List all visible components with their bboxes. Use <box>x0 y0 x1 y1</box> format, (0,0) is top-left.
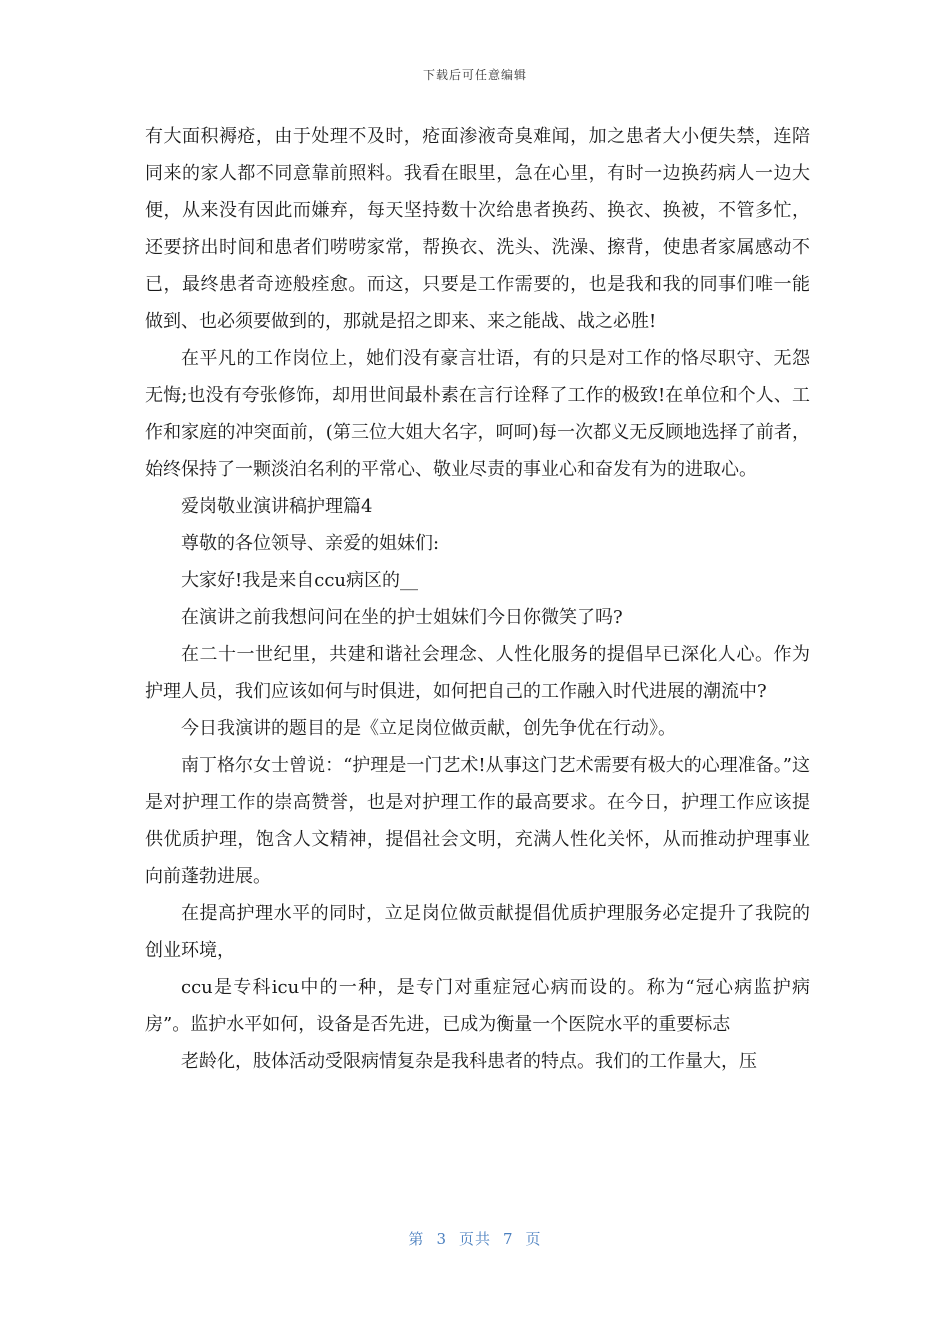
paragraph-question: 在演讲之前我想问问在坐的护士姐妹们今日你微笑了吗? <box>181 607 623 628</box>
paragraph-ccu: ccu是专科icu中的一种，是专门对重症冠心病而设的。称为“冠心病监护病房”。监护水平如何，设备是否先进，已成为衡量一个医院水平的重要标志 <box>145 977 810 1035</box>
document-body <box>145 118 810 1080</box>
page-footer <box>0 1228 950 1249</box>
greeting: 大家好!我是来自ccu病区的__ <box>181 570 418 591</box>
paragraph-aging: 老龄化，肢体活动受限病情复杂是我科患者的特点。我们的工作量大，压 <box>181 1051 757 1072</box>
paragraph-century: 在二十一世纪里，共建和谐社会理念、人性化服务的提倡早已深化人心。作为护理人员，我们应该如何与时俱进，如何把自己的工作融入时代进展的潮流中? <box>145 644 810 702</box>
paragraph-nightingale: 南丁格尔女士曾说：“护理是一门艺术!从事这门艺术需要有极大的心理准备。”这是对护理工作的崇高赞誉，也是对护理工作的最高要求。在今日，护理工作应该提供优质护理，饱含人文精神，提倡社会文明，充满人性化关怀，从而推动护理事业向前蓬勃进展。 <box>145 755 810 887</box>
page-total-number: 7 <box>503 1230 514 1248</box>
page-header: 下载后可任意编辑 <box>422 68 527 82</box>
paragraph-2: 在平凡的工作岗位上，她们没有豪言壮语，有的只是对工作的恪尽职守、无怨无悔;也没有夸张修饰，却用世间最朴素在言行诠释了工作的极致!在单位和个人、工作和家庭的冲突面前，(第三位大姐大名字，呵呵)每一次都义无反顾地选择了前者，始终保持了一颗淡泊名利的平常心、敬业尽责的事业心和奋发有为的进取心。 <box>145 348 810 480</box>
page-label-suffix: 页 <box>525 1230 542 1248</box>
paragraph-1: 有大面积褥疮，由于处理不及时，疮面渗液奇臭难闻，加之患者大小便失禁，连陪同来的家人都不同意靠前照料。我看在眼里，急在心里，有时一边换药病人一边大便，从来没有因此而嫌弃，每天坚持数十次给患者换药、换衣、换被，不管多忙，还要挤出时间和患者们唠唠家常，帮换衣、洗头、洗澡、擦背，使患者家属感动不已，最终患者奇迹般痊愈。而这，只要是工作需要的，也是我和我的同事们唯一能做到、也必须要做到的，那就是招之即来、来之能战、战之必胜! <box>145 126 810 332</box>
page-current-number: 3 <box>436 1230 447 1248</box>
page-label-prefix: 第 <box>408 1230 425 1248</box>
paragraph-quality: 在提高护理水平的同时，立足岗位做贡献提倡优质护理服务必定提升了我院的创业环境， <box>145 903 810 961</box>
section-heading: 爱岗敬业演讲稿护理篇4 <box>181 496 373 517</box>
paragraph-topic: 今日我演讲的题目的是《立足岗位做贡献，创先争优在行动》。 <box>181 718 676 739</box>
page-label-middle: 页共 <box>458 1230 491 1248</box>
salutation: 尊敬的各位领导、亲爱的姐妹们: <box>181 533 440 554</box>
